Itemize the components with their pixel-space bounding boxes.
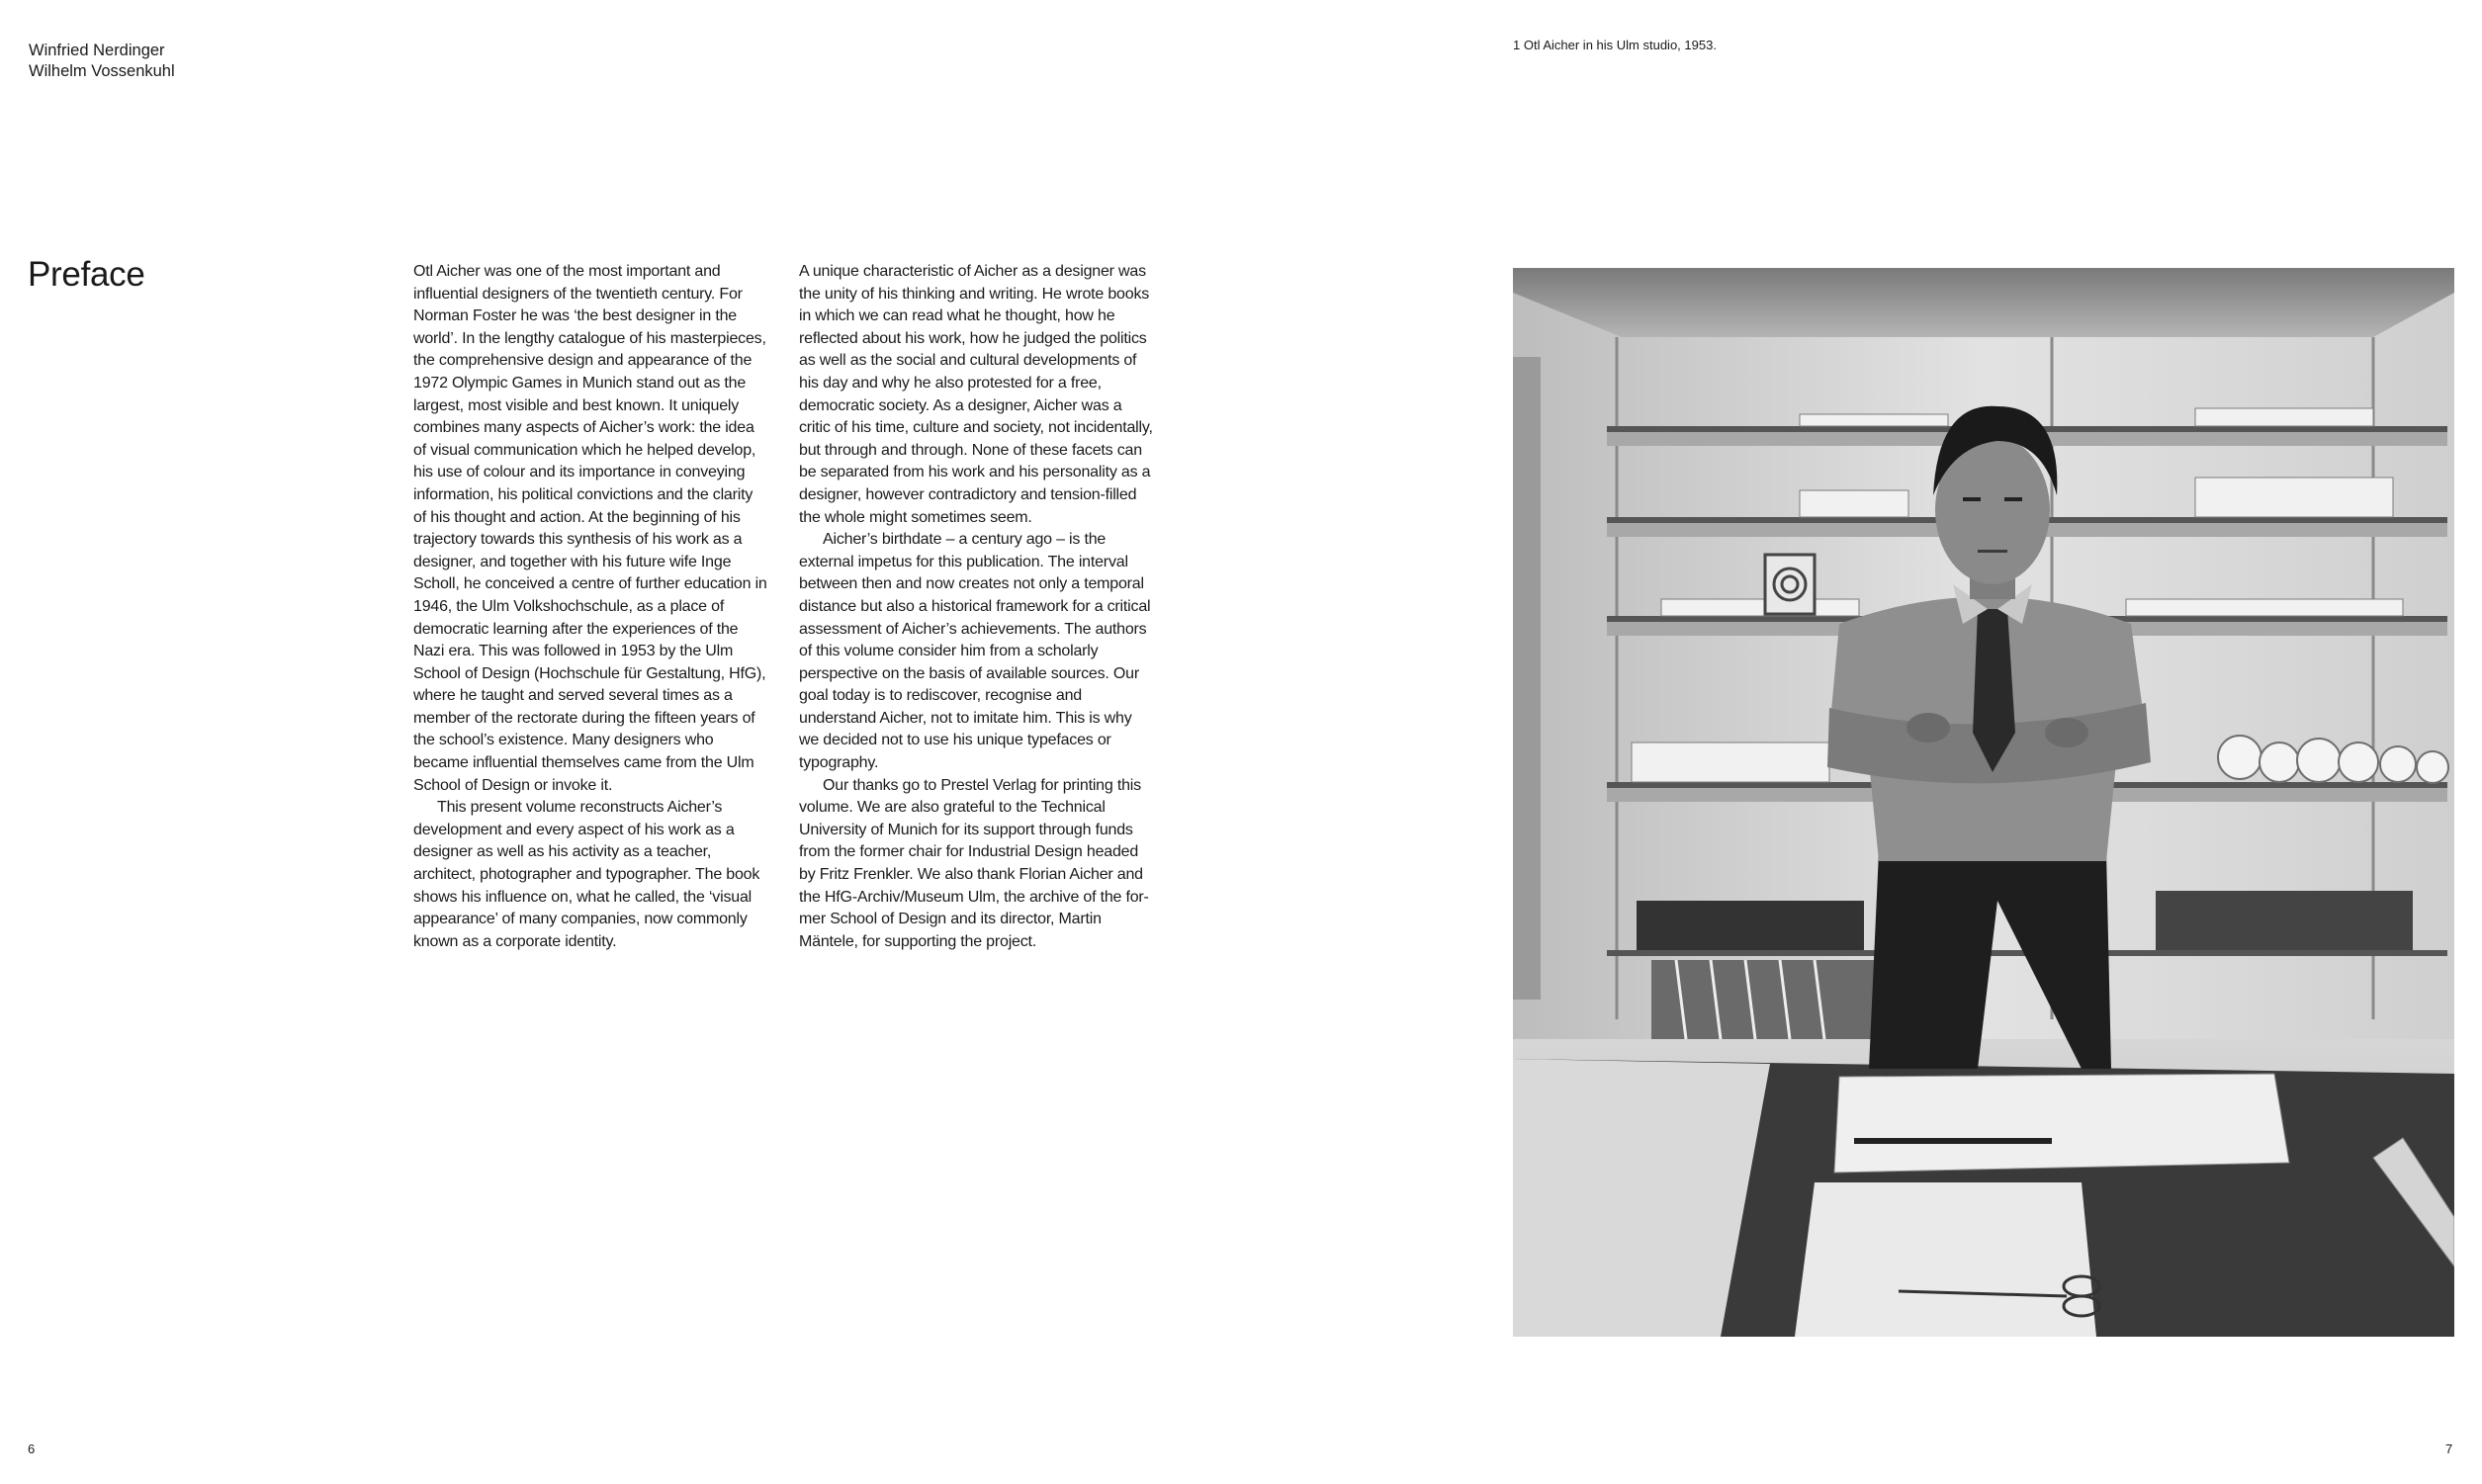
page-title: Preface: [28, 255, 145, 294]
author-names: [29, 41, 175, 82]
studio-photograph: [1513, 268, 2454, 1337]
paragraph: Our thanks go to Prestel Verlag for printing this volume. We are also grateful to the Technical University of Munich for its support through funds from the former chair for Industrial Design headed by Fritz Frenkler. We also thank Florian Aicher and the HfG-Archiv/Museum Ulm, the archive of the former School of Design and its director, Martin Mäntele, for supporting the project.: [799, 776, 1149, 950]
paragraph: Aicher’s birthdate – a century ago – is the external impetus for this publication. The interval between then and now creates not only a temporal distance but also a historical framework for a critical assessment of Aicher’s achievements. The authors of this volume consider him from a scholarly perspective on the basis of available sources. Our goal today is to rediscover, recognise and understand Aicher, not to imitate him. This is why we decided not to use his unique typefaces or typography.: [799, 531, 1151, 772]
paragraph: This present volume reconstructs Aicher’s development and every aspect of his work as a designer as well as his activity as a teacher, architect, photographer and typographer. The book shows his influence on, what he called, the ‘visual appearance’ of many companies, now commonly known as a corporate identity.: [413, 799, 760, 950]
photo-caption: 1 Otl Aicher in his Ulm studio, 1953.: [1513, 38, 1717, 52]
page-number-right: 7: [2445, 1441, 2453, 1456]
author-name: Wilhelm Vossenkuhl: [29, 62, 175, 80]
page-number-left: 6: [28, 1441, 36, 1456]
text-column-2: [799, 261, 1153, 953]
text-column-1: [413, 261, 767, 953]
paragraph: Otl Aicher was one of the most important and influential designers of the twentieth century. For Norman Foster he was ‘the best designer in the world’. In the lengthy catalogue of his masterpieces, the comprehensive design and appearance of the 1972 Olympic Games in Munich stand out as the largest, most visible and best known. It uniquely combines many aspects of Aicher’s work: the idea of visual communication which he helped develop, his use of colour and its importance in conveying information, his political convictions and the clarity of his thought and action. At the beginning of his trajectory towards this synthesis of his work as a designer, and together with his future wife Inge Scholl, he conceived a centre of further education in 1946, the Ulm Volkshochschule, as a place of democratic learning after the experiences of the Nazi era. This was followed in 1953 by the Ulm School of Design (Hochschule für Gestaltung, HfG), where he taught and served several times as a member of the rectorate during the fifteen years of the school’s existence. Many designers who became influential themselves came from the Ulm School of Design or invoke it.: [413, 263, 767, 794]
paragraph: A unique characteristic of Aicher as a designer was the unity of his thinking and writing. He wrote books in which we can read what he thought, how he reflected about his work, how he judged the politics as well as the social and cultural developments of his day and why he also protested for a free, democratic society. As a designer, Aicher was a critic of his time, culture and society, not incidentally, but through and through. None of these facets can be separated from his work and his personality as a designer, however contradictory and tension-filled the whole might sometimes seem.: [799, 263, 1153, 526]
author-name: Winfried Nerdinger: [29, 42, 165, 59]
